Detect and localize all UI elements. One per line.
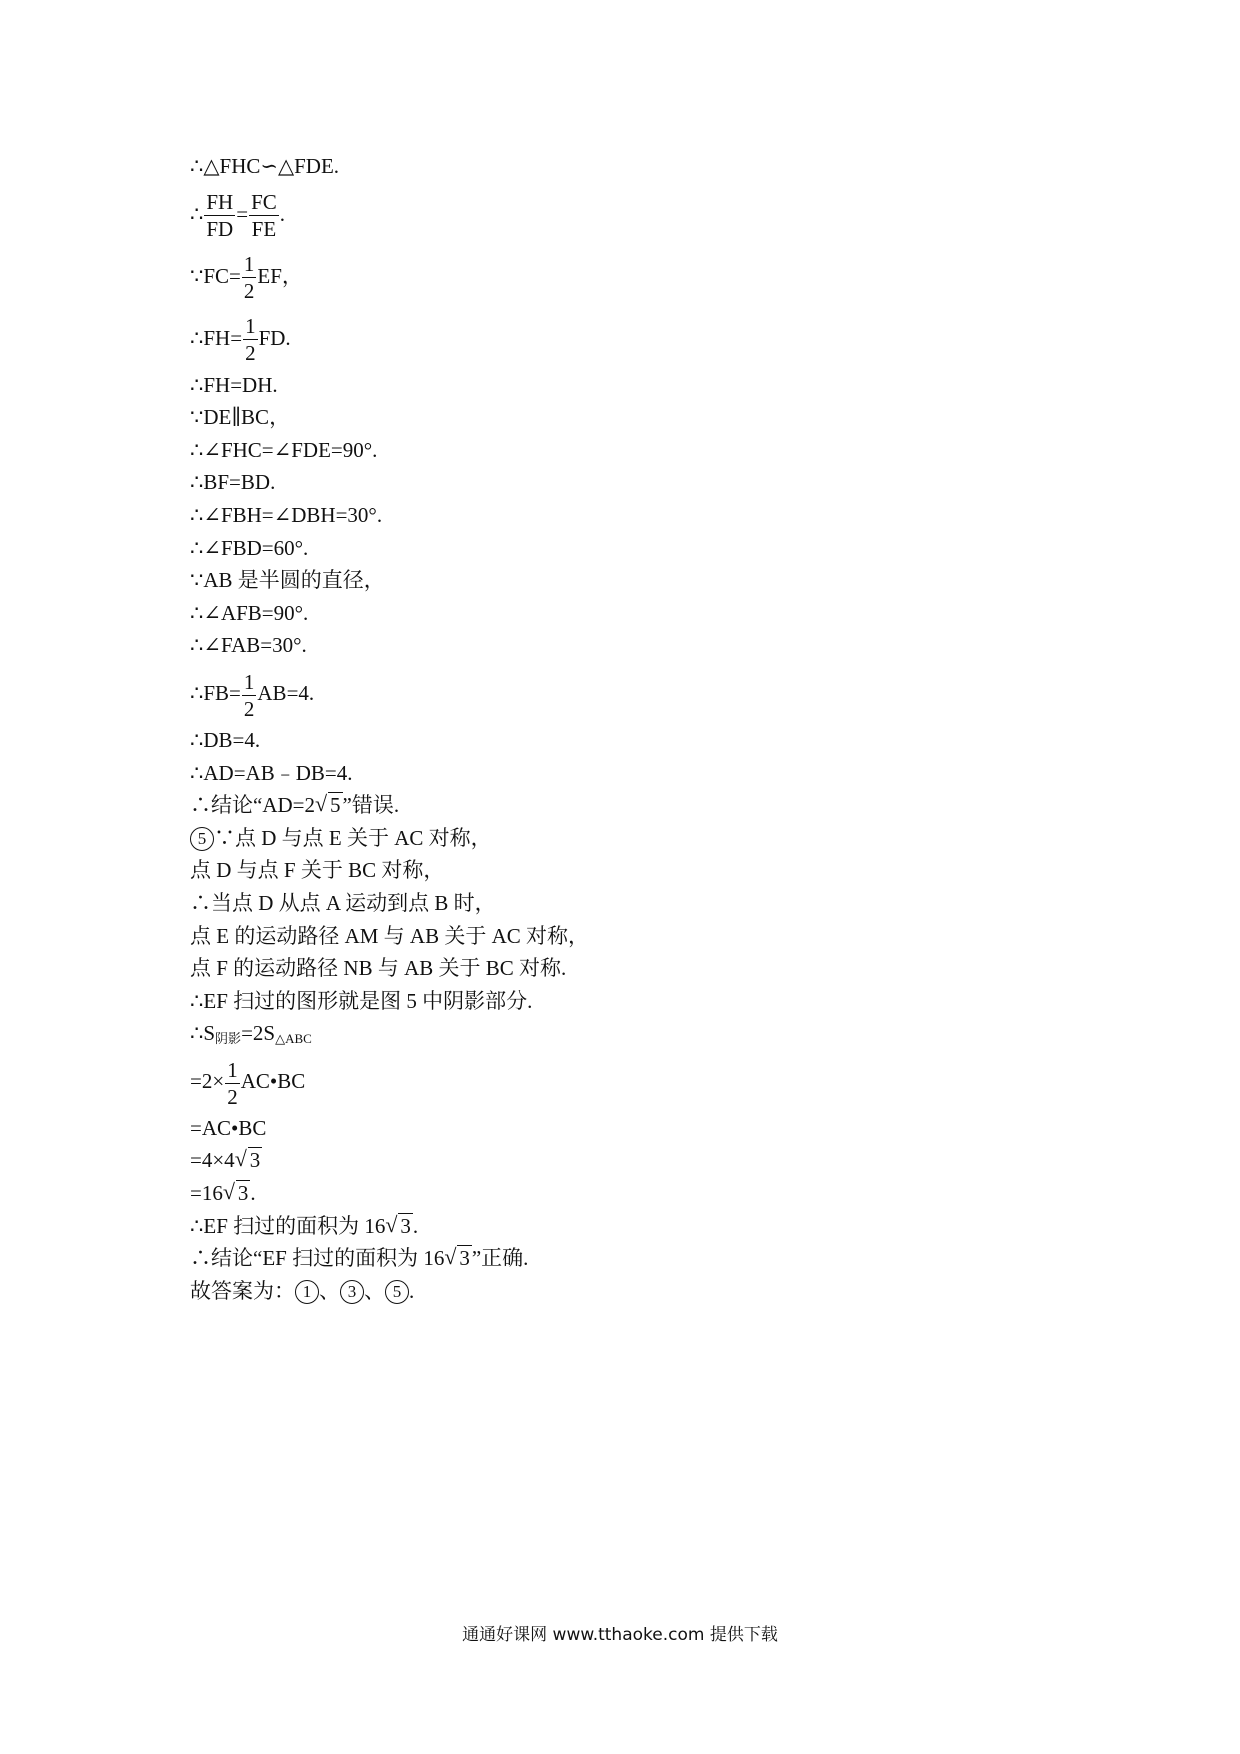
line-28: =16√ 3.	[190, 1177, 1090, 1210]
line-16: ∴AD=AB﹣DB=4.	[190, 760, 353, 785]
line-15: ∴DB=4.	[190, 727, 261, 752]
line-7: ∴∠FHC=∠FDE=90°.	[190, 437, 378, 462]
line-22: 点 F 的运动路径 NB 与 AB 关于 BC 对称.	[190, 956, 567, 981]
fraction-half: $\frac{1}{2}$	[243, 252, 255, 304]
line-19: 点 D 与点 F 关于 BC 对称，	[190, 858, 445, 883]
therefore-symbol: ∴	[190, 201, 204, 226]
circled-number-5: 5	[190, 827, 214, 851]
line-21: 点 E 的运动路径 AM 与 AB 关于 AC 对称，	[190, 923, 590, 948]
line-13: ∴∠FAB=30°.	[190, 633, 307, 658]
line-3: ∵FC= $\frac{1}{2}$ EF，	[190, 252, 303, 304]
page-footer: 通通好课网 www.tthaoke.com 提供下载	[462, 1625, 778, 1645]
circled-number-5: 5	[385, 1280, 409, 1304]
line-4: ∴FH= $\frac{1}{2}$ FD.	[190, 314, 291, 366]
fraction-half: $\frac{1}{2}$	[227, 1057, 238, 1109]
fraction-fc-fe: $\frac{FC}{FE}$	[251, 190, 277, 242]
line-1-text: ∴△FHC∽△FDE.	[190, 154, 340, 178]
line-9: ∴∠FBH=∠DBH=30°.	[190, 502, 383, 527]
circled-number-3: 3	[340, 1280, 364, 1304]
line-23: ∴EF 扫过的图形就是图 5 中阴影部分.	[190, 988, 533, 1013]
line-18: 5 ∵点 D 与点 E 关于 AC 对称，	[190, 822, 1090, 855]
fraction-fh-fd: $\frac{FH}{FD}$	[206, 190, 234, 242]
line-29: ∴EF 扫过的面积为 16√ 3.	[190, 1210, 1090, 1243]
line-26: =AC•BC	[190, 1115, 267, 1140]
sqrt-symbol: √ 3	[444, 1242, 472, 1275]
sqrt-symbol: √ 3	[385, 1210, 413, 1243]
sqrt-symbol: √ 5	[315, 789, 343, 822]
line-5: ∴FH=DH.	[190, 372, 278, 397]
line-20: ∴当点 D 从点 A 运动到点 B 时，	[190, 890, 496, 915]
line-25: =2× $\frac{1}{2}$ AC•BC	[190, 1057, 306, 1109]
line-24: $\therefore S_{阴影}=2S_{\triangle ABC}$	[190, 1021, 312, 1047]
sqrt-symbol: √ 3	[223, 1177, 251, 1210]
line-17: ∴结论“AD=2√ 5”错误.	[190, 789, 1090, 822]
circled-number-1: 1	[295, 1280, 319, 1304]
line-12: ∴∠AFB=90°.	[190, 600, 309, 625]
line-2: ∴ $\frac{FH}{FD}$ = $\frac{FC}{FE}$ .	[190, 190, 286, 242]
line-11: ∵AB 是半圆的直径，	[190, 568, 385, 593]
line-1	[190, 150, 1090, 183]
line-31-answer: 故答案为： 1 、 3 、 5 .	[190, 1278, 415, 1303]
fraction-half: $\frac{1}{2}$	[245, 314, 256, 366]
fraction-half: $\frac{1}{2}$	[243, 669, 255, 721]
line-10: ∴∠FBD=60°.	[190, 535, 309, 560]
sqrt-symbol: √ 3	[235, 1144, 263, 1177]
solution-text	[190, 150, 1090, 1307]
line-14: ∴FB= $\frac{1}{2}$ AB=4.	[190, 669, 315, 721]
line-8: ∴BF=BD.	[190, 470, 276, 495]
line-6: ∵DE∥BC，	[190, 405, 291, 430]
line-27: =4×4√ 3	[190, 1144, 1090, 1177]
line-30: ∴结论“EF 扫过的面积为 16√ 3”正确.	[190, 1242, 1090, 1275]
